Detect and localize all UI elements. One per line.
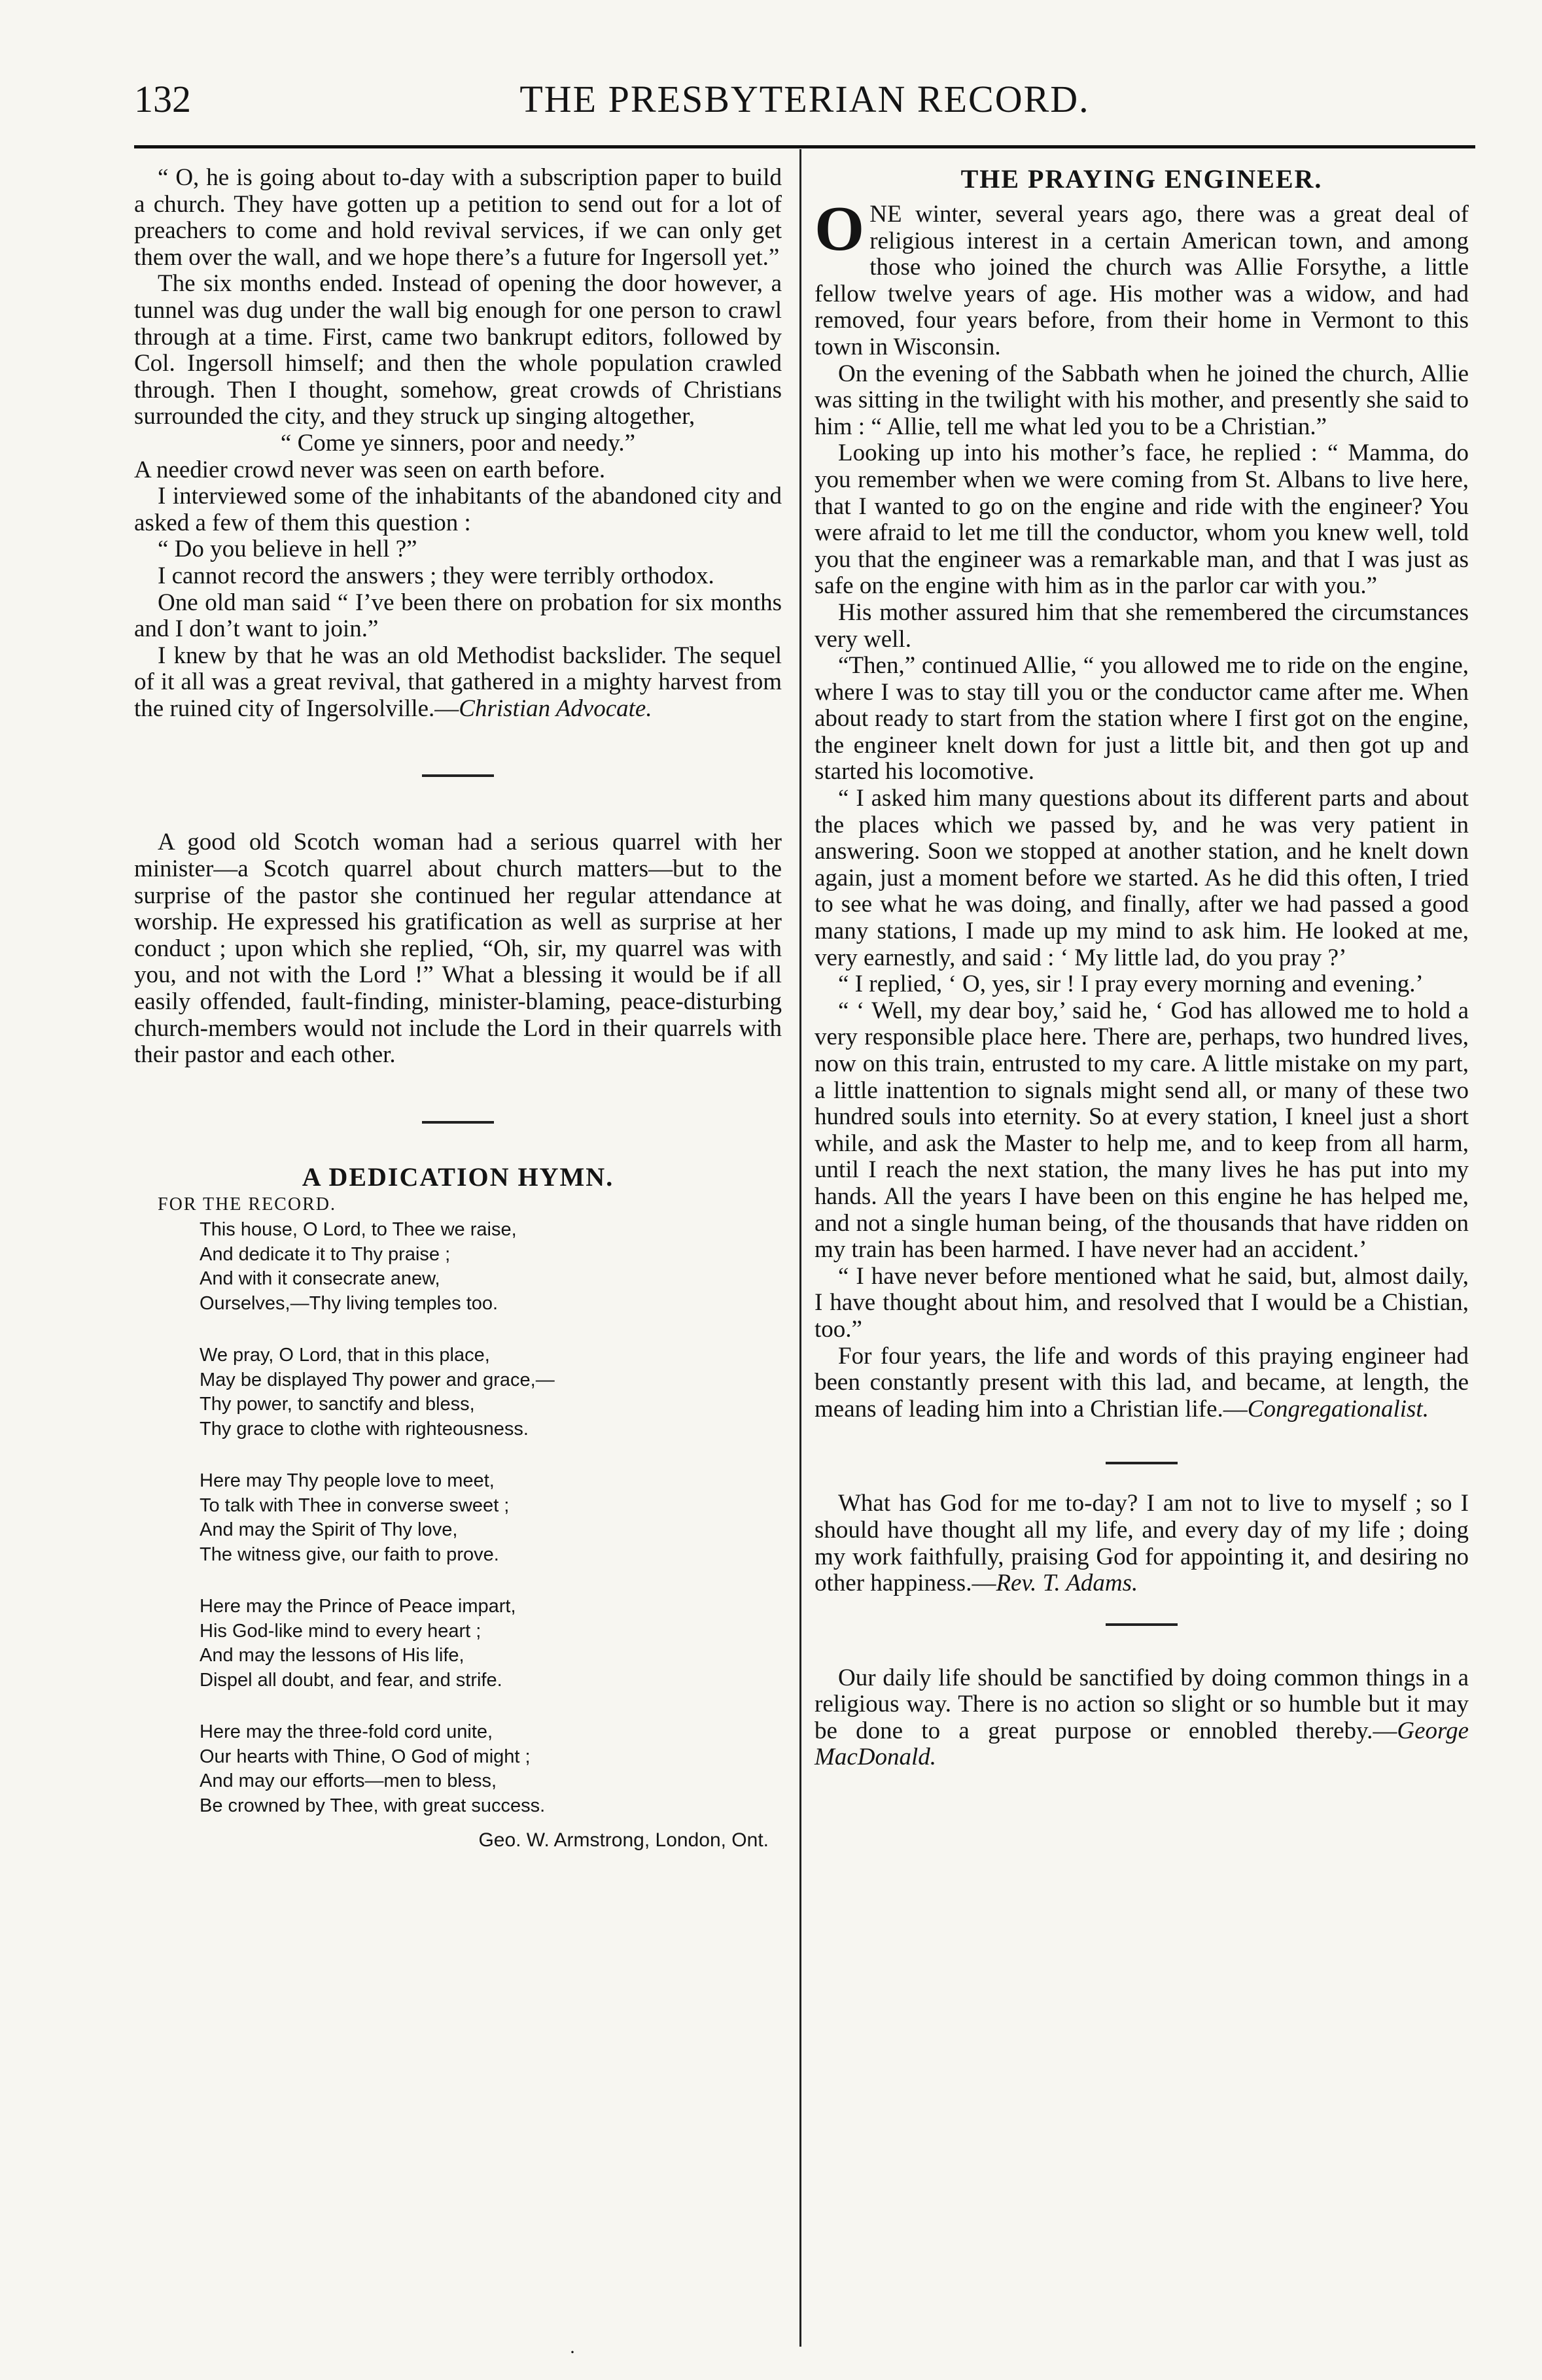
hymn-line: Be crowned by Thee, with great success.	[200, 1795, 546, 1816]
adams-quote	[815, 1491, 1469, 1596]
paragraph-text: What has God for me to-day? I am not to live to myself ; so I should have thought all my life, and every day of my life ; doing my work faithfully, praising God for appointing it, and desiring no other happiness.—	[815, 1490, 1469, 1597]
paragraph: “ ‘ Well, my dear boy,’ said he, ‘ God has allowed me to hold a very responsible place here. There are, perhaps, two hundred lives, now on this train, entrusted to my care. A little mistake on my part, a little inattention to signals might send all, or many of these two hundred souls into eternity. So at every station, I kneel just a short while, and ask the Master to help me, and to keep from all harm, until I reach the next station, the many lives he has put into my hands. All the years I have been on this engine he has helped me, and not a single human being, of the thousands that have ridden on my train has been harmed. I have never had an accident.’	[815, 997, 1469, 1264]
paragraph-text: I knew by that he was an old Methodist backslider. The sequel of it all was a great revival, that gathered in a mighty harvest from the ruined city of Ingersolville.—	[134, 642, 782, 722]
engineer-title: THE PRAYING ENGINEER.	[960, 164, 1323, 194]
hymn-line: And with it consecrate anew,	[200, 1268, 440, 1290]
hymn-line: Dispel all doubt, and fear, and strife.	[200, 1669, 502, 1691]
footer-mark: ·	[569, 2341, 576, 2363]
left-column	[134, 165, 782, 1854]
page-header	[134, 77, 1475, 136]
page-number: 132	[134, 78, 191, 120]
paragraph-text: For four years, the life and words of this praying engineer had been constantly present with this lad, and became, at length, the means of leading him into a Christian life.—	[815, 1342, 1469, 1423]
source-credit: Rev. T. Adams.	[996, 1570, 1138, 1597]
paragraph: One old man said “ I’ve been there on probation for six months and I don’t want to join.”	[134, 589, 782, 643]
hymn-stanza	[200, 1343, 782, 1441]
header-rule	[134, 145, 1475, 148]
drop-cap: O	[815, 194, 865, 264]
hymn-stanza	[200, 1720, 782, 1818]
hymn-signature: Geo. W. Armstrong, London, Ont.	[478, 1829, 769, 1852]
hymn-line: The witness give, our faith to prove.	[200, 1544, 499, 1565]
column-divider	[799, 149, 801, 2347]
paragraph-text: Our daily life should be sanctified by doing common things in a religious way. There is no action so slight or so humble but it may be done to a great purpose or ennobled thereby.—	[815, 1664, 1469, 1744]
paragraph: “ I replied, ‘ O, yes, sir ! I pray every morning and evening.’	[838, 971, 1424, 998]
hymn-line: Our hearts with Thine, O God of might ;	[200, 1746, 531, 1767]
paragraph	[815, 1343, 1469, 1423]
hymn-stanza	[200, 1469, 782, 1567]
hymn-quote: “ Come ye sinners, poor and needy.”	[280, 429, 636, 457]
ingersoll-article	[134, 165, 782, 722]
paragraph	[134, 643, 782, 723]
source-credit: Congregationalist.	[1247, 1395, 1429, 1423]
hymn-line: Here may Thy people love to meet,	[200, 1470, 495, 1492]
dedication-hymn	[134, 1218, 782, 1818]
hymn-byline: FOR THE RECORD.	[158, 1194, 336, 1215]
paragraph: The six months ended. Instead of opening the door however, a tunnel was dug under the wall big enough for one person to crawl through at a time. First, came two bankrupt editors, followed by Col. Ingersoll himself; and then the whole population crawled through. Then I thought, somehow, great crowds of Christians surrounded the city, and they struck up singing altogether,	[134, 270, 782, 430]
source-credit: Christian Advocate.	[459, 695, 652, 722]
running-title: THE PRESBYTERIAN RECORD.	[519, 78, 1090, 120]
paragraph: On the evening of the Sabbath when he joined the church, Allie was sitting in the twilight with his mother, and presently she said to him : “ Allie, tell me what led you to be a Christian.”	[815, 360, 1469, 440]
hymn-line: Here may the three-fold cord unite,	[200, 1721, 493, 1743]
engineer-opening	[815, 194, 1469, 361]
paragraph: “ I asked him many questions about its different parts and about the places which we passed by, and he was very patient in answering. Soon we stopped at another station, and he knelt down again, just a moment before we started. As he did this often, I tried to see what he was doing, and finally, after we had passed a good many stations, I made up my mind to ask him. He looked at me, very earnestly, and said : ‘ My little lad, do you pray ?’	[815, 785, 1469, 971]
hymn-line: And may the Spirit of Thy love,	[200, 1519, 458, 1541]
hymn-line: Thy power, to sanctify and bless,	[200, 1394, 475, 1415]
scotch-woman-article: A good old Scotch woman had a serious quarrel with her minister—a Scotch quarrel about church matters—but to the surprise of the pastor she continued her regular attendance at worship. He expressed his gratification as well as surprise at her conduct ; upon which she replied, “Oh, sir, my quarrel was with you, and not with the Lord !” What a blessing it would be if all easily offended, fault-finding, minister-blaming, peace-disturbing church-members would not include the Lord in their quarrels with their pastor and each other.	[134, 829, 782, 1069]
hymn-title: A DEDICATION HYMN.	[302, 1162, 614, 1192]
hymn-line: And dedicate it to Thy praise ;	[200, 1243, 451, 1265]
hymn-line: And may our efforts—men to bless,	[200, 1770, 497, 1792]
hymn-line: This house, O Lord, to Thee we raise,	[200, 1219, 517, 1241]
right-column	[815, 165, 1469, 1771]
question: “ Do you believe in hell ?”	[158, 536, 417, 563]
paragraph: “ I have never before mentioned what he said, but, almost daily, I have thought about him, and resolved that I would be a Chistian, too.”	[815, 1262, 1469, 1343]
paragraph: A needier crowd never was seen on earth before.	[134, 456, 606, 483]
hymn-line: And may the lessons of His life,	[200, 1645, 464, 1666]
source-credit: George MacDonald.	[815, 1717, 1469, 1771]
paragraph: I interviewed some of the inhabitants of the abandoned city and asked a few of them this question :	[134, 483, 782, 536]
hymn-stanza	[200, 1218, 782, 1316]
hymn-line: His God-like mind to every heart ;	[200, 1620, 482, 1642]
paragraph: I cannot record the answers ; they were terribly orthodox.	[158, 562, 714, 589]
hymn-line: To talk with Thee in converse sweet ;	[200, 1494, 510, 1516]
hymn-line: Here may the Prince of Peace impart,	[200, 1596, 516, 1617]
hymn-line: We pray, O Lord, that in this place,	[200, 1345, 490, 1366]
paragraph: “Then,” continued Allie, “ you allowed me to ride on the engine, where I was to stay till you or the conductor came after me. When about ready to start from the station where I first got on the engine, the engineer knelt down for just a little bit, and then got up and started his locomotive.	[815, 652, 1469, 785]
hymn-line: Thy grace to clothe with righteousness.	[200, 1418, 529, 1440]
paragraph-text: NE winter, several years ago, there was a great deal of religious interest in a certain American town, and among those who joined the church was Allie Forsythe, a little fellow twelve years of age. His mother was a widow, and had removed, four years before, from their home in Vermont to this town in Wisconsin.	[815, 201, 1469, 360]
macdonald-quote	[815, 1665, 1469, 1771]
hymn-line: Ourselves,—Thy living temples too.	[200, 1292, 499, 1314]
hymn-stanza	[200, 1595, 782, 1693]
paragraph: “ O, he is going about to-day with a subscription paper to build a church. They have gotten up a petition to send out for a lot of preachers to come and hold revival services, if we can only get them over the wall, and we hope there’s a future for Ingersoll yet.”	[134, 164, 782, 271]
paragraph: Looking up into his mother’s face, he replied : “ Mamma, do you remember when we were coming from St. Albans to live here, that I wanted to go on the engine and ride with the engineer? You were afraid to let me till the conductor, whom you knew well, told you that the engineer was a remarkable man, and that I was just as safe on the engine with him as in the parlor car with you.”	[815, 440, 1469, 600]
hymn-line: May be displayed Thy power and grace,—	[200, 1369, 555, 1390]
paragraph: His mother assured him that she remembered the circumstances very well.	[815, 598, 1469, 653]
